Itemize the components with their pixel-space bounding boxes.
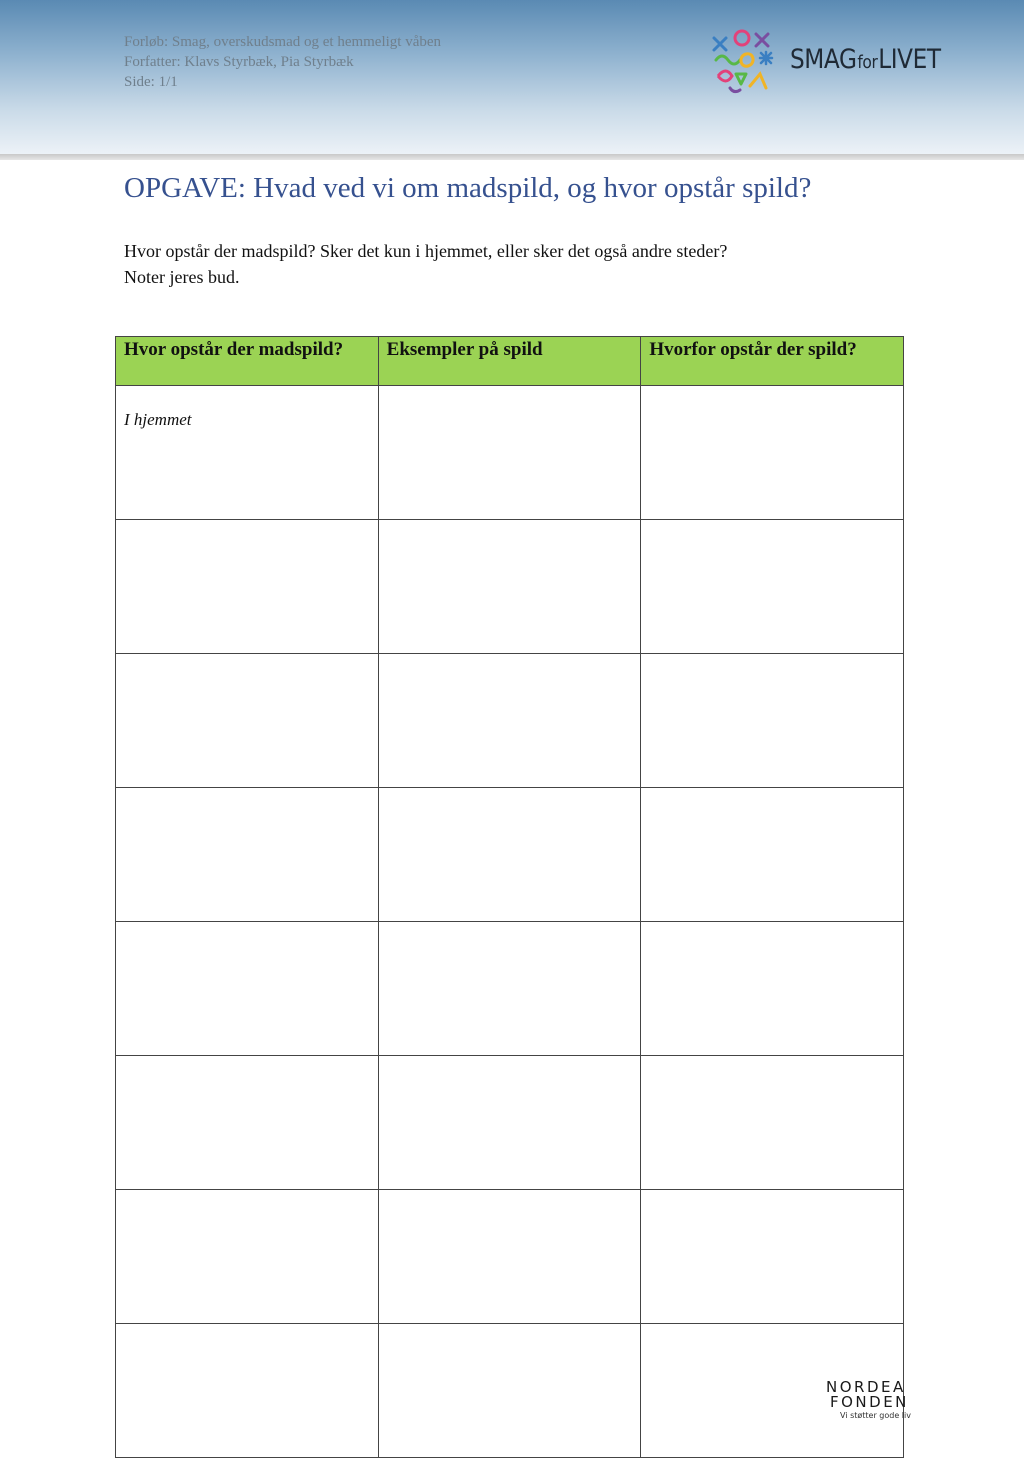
table-cell-where[interactable] <box>116 922 379 1056</box>
meta-page: Side: 1/1 <box>124 74 178 90</box>
table-row <box>116 922 904 1056</box>
logo-word-livet: LIVET <box>878 44 941 75</box>
table-header-row <box>116 337 904 386</box>
intro-instruction: Noter jeres bud. <box>124 267 240 287</box>
intro-text <box>124 238 727 290</box>
nordea-fonden-logo <box>826 1380 936 1428</box>
table-cell-why[interactable] <box>641 788 904 922</box>
document-meta <box>124 32 441 92</box>
table-cell-where[interactable] <box>116 654 379 788</box>
table-cell-where[interactable] <box>116 1056 379 1190</box>
table-row <box>116 654 904 788</box>
table-cell-why[interactable] <box>641 922 904 1056</box>
worksheet-table <box>115 336 904 1458</box>
intro-question: Hvor opstår der madspild? Sker det kun i hjemmet, eller sker det også andre steder? <box>124 241 728 261</box>
column-header-examples: Eksempler på spild <box>378 337 641 386</box>
nordea-tagline: Vi støtter gode liv <box>840 1411 911 1420</box>
table-cell-examples[interactable] <box>378 1190 641 1324</box>
table-cell-why[interactable] <box>641 1056 904 1190</box>
meta-course: Forløb: Smag, overskudsmad og et hemmeligt våben <box>124 34 442 50</box>
table-cell-where[interactable]: I hjemmet <box>116 386 379 520</box>
table-cell-where[interactable] <box>116 1324 379 1458</box>
table-cell-why[interactable] <box>641 386 904 520</box>
table-row <box>116 386 904 520</box>
table-row <box>116 520 904 654</box>
doodle-logo-icon <box>706 28 786 98</box>
table-cell-where[interactable] <box>116 1190 379 1324</box>
table-cell-examples[interactable] <box>378 788 641 922</box>
table-cell-where[interactable] <box>116 788 379 922</box>
nordea-logo-line2: FONDEN <box>830 1393 909 1411</box>
logo-word-for: for <box>857 52 878 73</box>
table-cell-why[interactable] <box>641 1190 904 1324</box>
column-header-where: Hvor opstår der madspild? <box>116 337 379 386</box>
table-row <box>116 1190 904 1324</box>
meta-author: Forfatter: Klavs Styrbæk, Pia Styrbæk <box>124 54 354 70</box>
table-cell-examples[interactable] <box>378 922 641 1056</box>
column-header-why: Hvorfor opstår der spild? <box>641 337 904 386</box>
nordea-logo-line1: NORDEA <box>826 1378 906 1396</box>
logo-word-smag: SMAG <box>790 44 857 75</box>
table-cell-examples[interactable] <box>378 654 641 788</box>
table-cell-why[interactable] <box>641 520 904 654</box>
table-cell-examples[interactable] <box>378 386 641 520</box>
table-cell-examples[interactable] <box>378 1324 641 1458</box>
table-cell-examples[interactable] <box>378 1056 641 1190</box>
table-cell-why[interactable] <box>641 654 904 788</box>
table-row <box>116 1056 904 1190</box>
table-row <box>116 788 904 922</box>
table-cell-where[interactable] <box>116 520 379 654</box>
page-title: OPGAVE: Hvad ved vi om madspild, og hvor opstår spild? <box>124 172 812 204</box>
header-divider <box>0 154 1024 160</box>
logo-wordmark <box>790 44 941 75</box>
table-row <box>116 1324 904 1458</box>
smag-for-livet-logo <box>706 28 946 98</box>
table-cell-examples[interactable] <box>378 520 641 654</box>
